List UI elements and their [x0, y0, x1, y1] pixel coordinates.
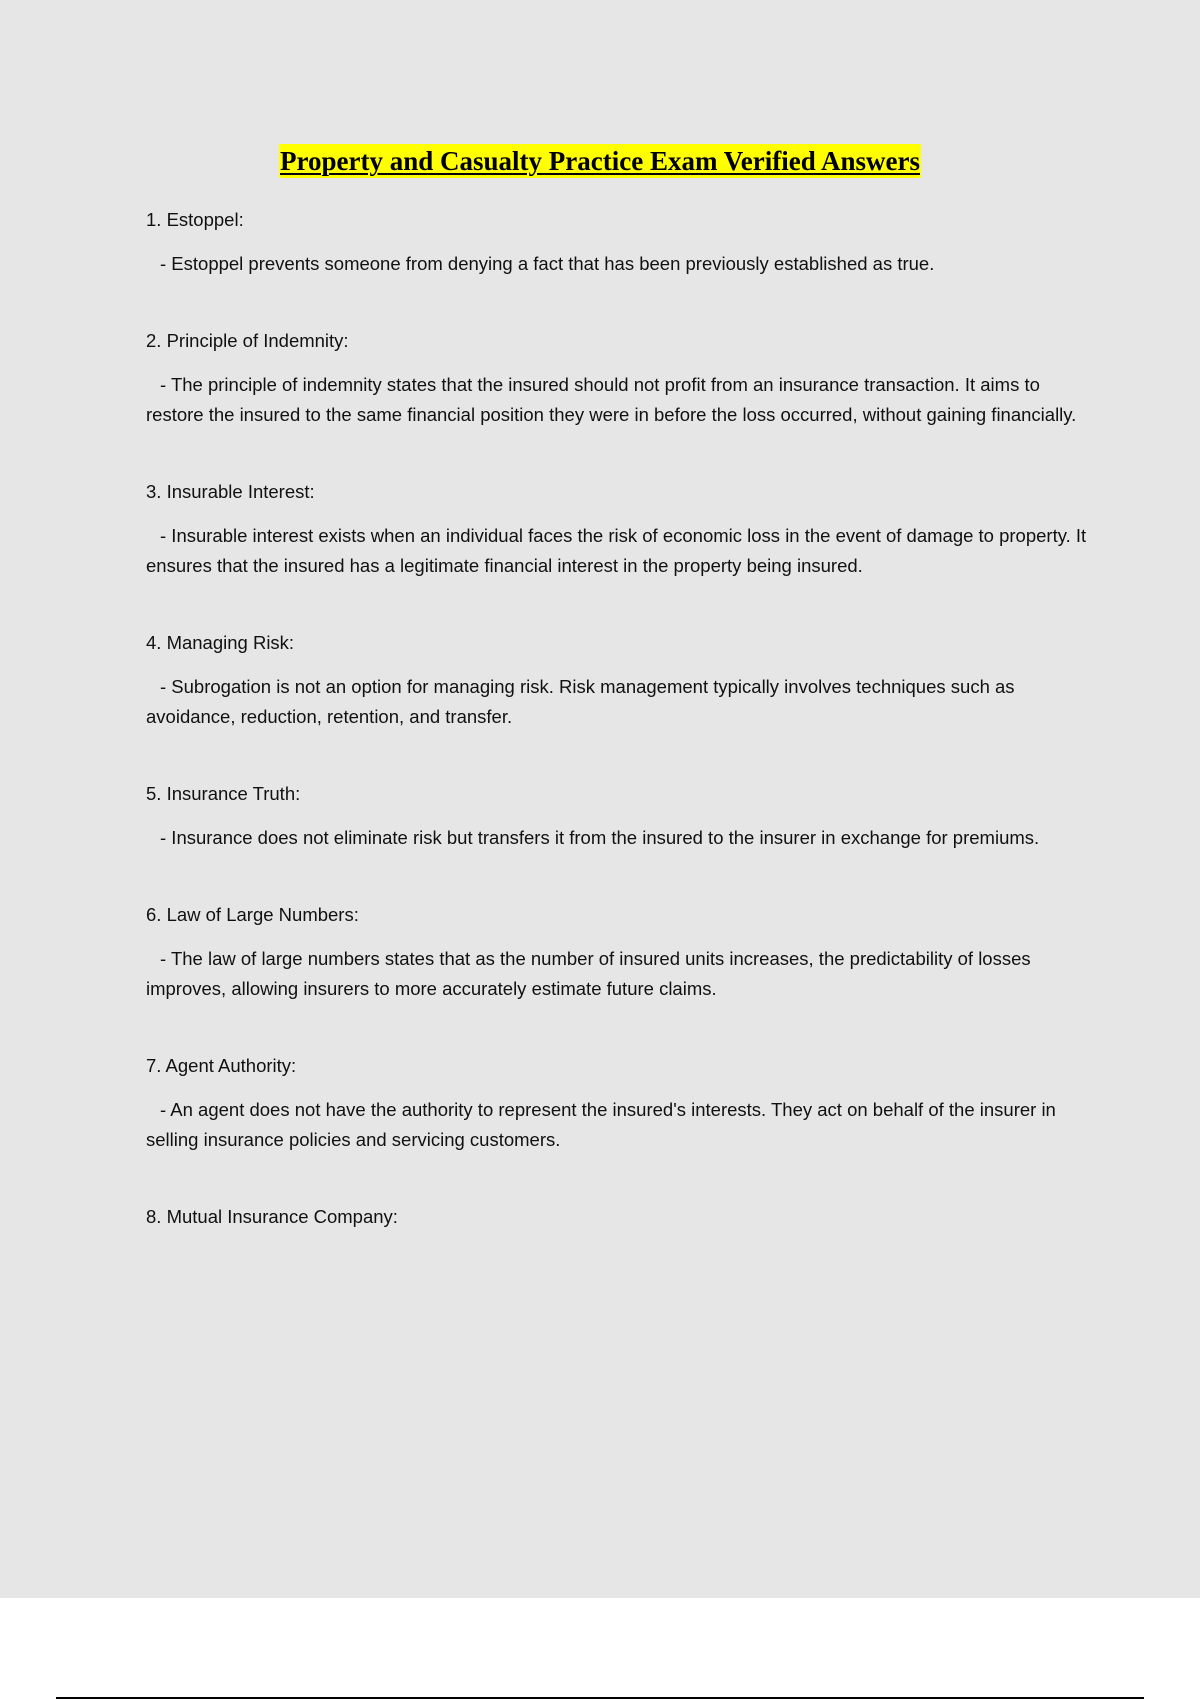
footer-rule	[56, 1697, 1144, 1699]
qa-item-4	[146, 628, 1096, 732]
item-heading: 2. Principle of Indemnity:	[146, 330, 349, 351]
item-answer: - The law of large numbers states that as the number of insured units increases, the predictability of losses improves, allowing insurers to more accurately estimate future claims.	[146, 948, 1031, 999]
title-container	[0, 144, 1200, 178]
item-answer: - Estoppel prevents someone from denying a fact that has been previously established as true.	[160, 253, 935, 274]
item-heading: 4. Managing Risk:	[146, 632, 295, 653]
qa-item-1	[146, 205, 1096, 279]
item-heading: 6. Law of Large Numbers:	[146, 904, 359, 925]
item-heading: 8. Mutual Insurance Company:	[146, 1206, 398, 1227]
qa-item-6	[146, 900, 1096, 1004]
qa-item-8	[146, 1202, 1096, 1232]
document-title: Property and Casualty Practice Exam Verified Answers	[280, 146, 920, 176]
item-answer: - Subrogation is not an option for managing risk. Risk management typically involves techniques such as avoidance, reduction, retention, and transfer.	[146, 676, 1015, 727]
qa-item-7	[146, 1051, 1096, 1155]
item-answer: - Insurable interest exists when an individual faces the risk of economic loss in the event of damage to property. It ensures that the insured has a legitimate financial interest in the property being insured.	[146, 525, 1087, 576]
qa-item-5	[146, 779, 1096, 853]
document-body	[146, 205, 1096, 1279]
item-answer: - Insurance does not eliminate risk but transfers it from the insured to the insurer in exchange for premiums.	[160, 827, 1040, 848]
item-heading: 5. Insurance Truth:	[146, 783, 301, 804]
item-heading: 3. Insurable Interest:	[146, 481, 315, 502]
item-answer: - An agent does not have the authority to represent the insured's interests. They act on behalf of the insurer in selling insurance policies and servicing customers.	[146, 1099, 1056, 1150]
item-heading: 1. Estoppel:	[146, 209, 244, 230]
item-heading: 7. Agent Authority:	[146, 1055, 297, 1076]
qa-item-3	[146, 477, 1096, 581]
item-answer: - The principle of indemnity states that the insured should not profit from an insurance transaction. It aims to restore the insured to the same financial position they were in before the loss occurred, without gaining financially.	[146, 374, 1077, 425]
qa-item-2	[146, 326, 1096, 430]
